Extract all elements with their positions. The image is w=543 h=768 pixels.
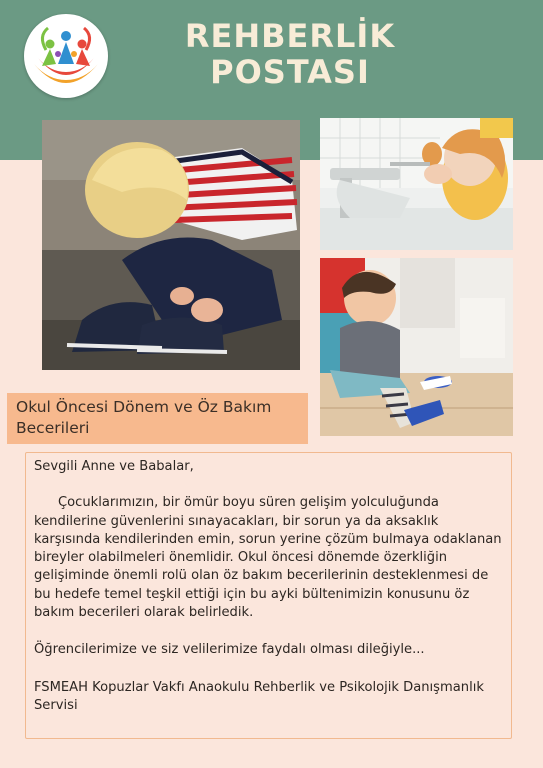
child-tying-shoelaces-photo [42, 120, 300, 370]
letter-signature: FSMEAH Kopuzlar Vakfı Anaokulu Rehberlik ve Psikolojik Danışmanlık Servisi [34, 679, 484, 713]
family-logo-icon [24, 14, 108, 98]
subtitle-line-2: Becerileri [16, 419, 90, 437]
child-putting-on-socks-photo [320, 258, 513, 436]
section-subtitle [7, 393, 308, 444]
child-washing-hands-photo [320, 118, 513, 250]
letter-box [25, 452, 512, 739]
title-line-1: REHBERLİK [184, 17, 396, 55]
title-line-2: POSTASI [210, 53, 370, 91]
letter-wish: Öğrencilerimize ve siz velilerimize faydalı olması dileğiyle... [34, 642, 425, 658]
page-title [170, 18, 410, 90]
letter-greeting: Sevgili Anne ve Babalar, [34, 459, 194, 474]
letter-body: Çocuklarımızın, bir ömür boyu süren gelişim yolculuğunda kendilerine güvenlerini sınayacakları, bir sorun ya da aksaklık karşısında kendilerinden emin, sorun yerine çözüm bulmaya odaklanan bireyler olabilmeleri önemlidir. Okul öncesi dönemde özerkliğin gelişiminde önemli rolü olan öz bakım becerilerinin desteklenmesi de bu hedefe temel teşkil ettiği için bu ayki bültenimizin konusunu öz bakım becerileri olarak belirledik. [34, 495, 502, 621]
subtitle-line-1: Okul Öncesi Dönem ve Öz Bakım [16, 398, 272, 416]
